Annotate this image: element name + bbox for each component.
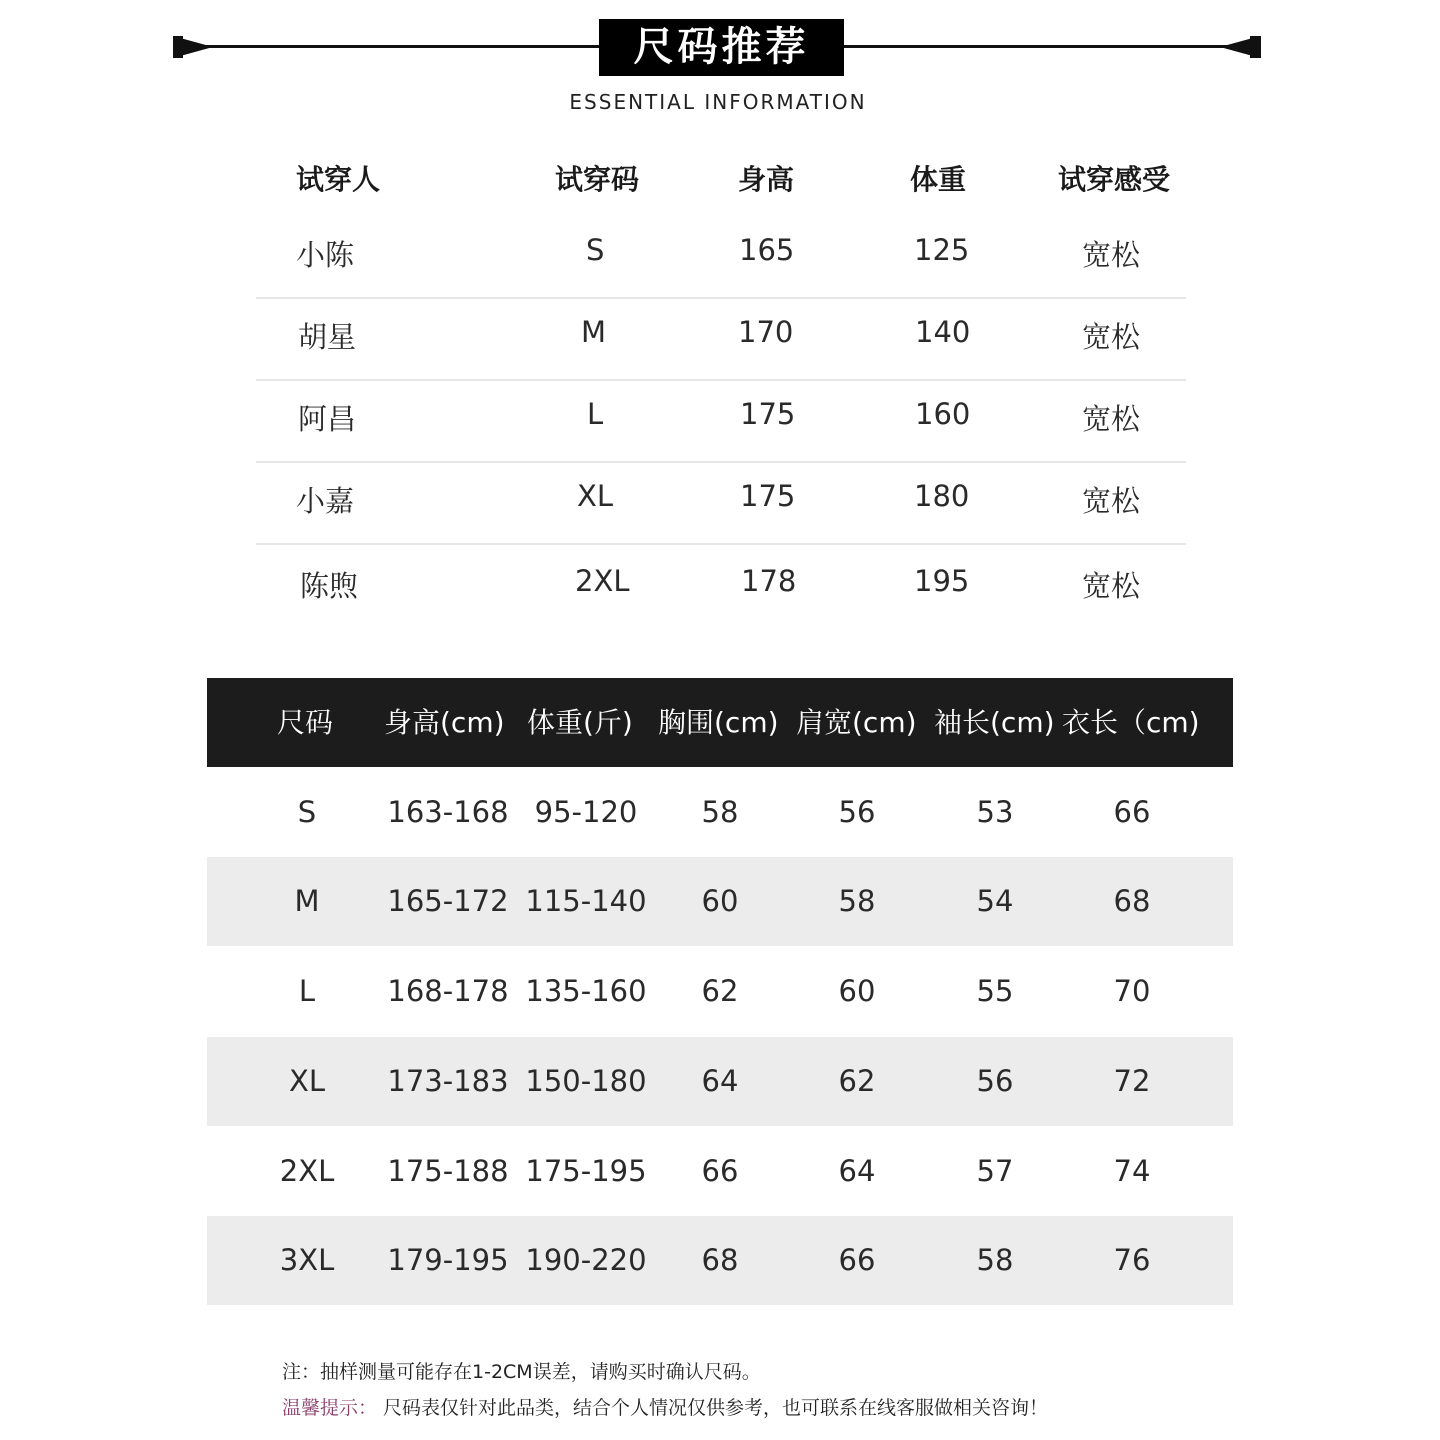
size-cell-chest: 62 (701, 974, 739, 1008)
size-col-sleeve: 袖长(cm) (934, 706, 1055, 739)
size-cell-chest: 66 (701, 1154, 739, 1188)
size-cell-weight: 115-140 (525, 884, 647, 918)
tip-label: 温馨提示： (282, 1397, 378, 1419)
tester-feel: 宽松 (1082, 320, 1141, 354)
tester-row (256, 461, 1186, 545)
size-cell-chest: 64 (701, 1064, 739, 1098)
size-cell-height: 165-172 (387, 884, 509, 918)
size-cell-chest: 60 (701, 884, 739, 918)
size-cell-length: 76 (1113, 1243, 1151, 1277)
tester-row (256, 379, 1186, 463)
size-cell-sleeve: 53 (976, 795, 1014, 829)
size-cell-weight: 190-220 (525, 1243, 647, 1277)
tester-feel: 宽松 (1082, 484, 1141, 518)
measurement-note: 注：抽样测量可能存在1-2CM误差，请购买时确认尺码。 (282, 1361, 761, 1383)
tester-height: 165 (739, 233, 795, 267)
tester-size: L (587, 397, 604, 431)
tester-name: 陈煦 (300, 569, 359, 603)
tester-row (256, 546, 1186, 628)
left-title-line (200, 45, 604, 48)
tester-weight: 180 (914, 479, 970, 513)
tester-size: 2XL (575, 564, 630, 598)
tester-name: 阿昌 (298, 402, 357, 436)
size-row (207, 1127, 1233, 1216)
size-col-height: 身高(cm) (384, 706, 505, 739)
size-cell-length: 70 (1113, 974, 1151, 1008)
size-col-length: 衣长（cm) (1062, 706, 1200, 739)
tester-feel: 宽松 (1082, 569, 1141, 603)
size-col-chest: 胸围(cm) (658, 706, 779, 739)
page-title: 尺码推荐 (599, 19, 844, 76)
tester-col-size: 试穿码 (555, 163, 640, 196)
size-cell-weight: 95-120 (534, 795, 638, 829)
tester-name: 小嘉 (296, 484, 355, 518)
tester-weight: 195 (914, 564, 970, 598)
size-cell-sleeve: 55 (976, 974, 1014, 1008)
size-cell-size: 2XL (279, 1154, 335, 1188)
tester-name: 胡星 (298, 320, 357, 354)
size-cell-size: S (297, 795, 317, 829)
tester-col-weight: 体重 (910, 163, 967, 196)
tester-feel: 宽松 (1082, 238, 1141, 272)
size-cell-shoulder: 66 (838, 1243, 876, 1277)
size-cell-height: 179-195 (387, 1243, 509, 1277)
size-row (207, 857, 1233, 946)
size-cell-size: L (298, 974, 316, 1008)
right-title-line (838, 45, 1236, 48)
tester-height: 170 (738, 315, 794, 349)
size-cell-sleeve: 56 (976, 1064, 1014, 1098)
right-arrow-cap-bar (1250, 36, 1261, 58)
size-row (207, 947, 1233, 1036)
size-cell-chest: 68 (701, 1243, 739, 1277)
page-subtitle: ESSENTIAL INFORMATION (569, 90, 867, 114)
size-cell-size: 3XL (279, 1243, 335, 1277)
tip-note (282, 1393, 1048, 1420)
size-cell-size: XL (288, 1064, 326, 1098)
size-cell-weight: 150-180 (525, 1064, 647, 1098)
size-cell-weight: 175-195 (525, 1154, 647, 1188)
size-cell-shoulder: 60 (838, 974, 876, 1008)
tester-weight: 125 (914, 233, 970, 267)
size-chart-header (207, 678, 1233, 767)
size-cell-length: 66 (1113, 795, 1151, 829)
tester-size: S (586, 233, 605, 267)
size-cell-shoulder: 62 (838, 1064, 876, 1098)
tester-name: 小陈 (296, 238, 355, 272)
size-cell-height: 173-183 (387, 1064, 509, 1098)
tester-height: 175 (740, 479, 796, 513)
tester-height: 178 (741, 564, 797, 598)
tester-row (256, 215, 1186, 299)
size-col-weight: 体重(斤) (527, 706, 633, 739)
size-cell-shoulder: 56 (838, 795, 876, 829)
size-col-size: 尺码 (277, 706, 334, 739)
size-cell-length: 68 (1113, 884, 1151, 918)
tip-text: 尺码表仅针对此品类，结合个人情况仅供参考，也可联系在线客服做相关咨询！ (377, 1397, 1049, 1419)
tester-weight: 140 (915, 315, 971, 349)
size-cell-sleeve: 57 (976, 1154, 1014, 1188)
size-cell-weight: 135-160 (525, 974, 647, 1008)
size-cell-sleeve: 58 (976, 1243, 1014, 1277)
tester-height: 175 (740, 397, 796, 431)
size-cell-height: 175-188 (387, 1154, 509, 1188)
size-row (207, 768, 1233, 857)
size-cell-height: 163-168 (387, 795, 509, 829)
size-cell-chest: 58 (701, 795, 739, 829)
size-cell-size: M (294, 884, 320, 918)
tester-col-height: 身高 (738, 163, 795, 196)
size-row (207, 1037, 1233, 1126)
tester-col-feel: 试穿感受 (1058, 163, 1171, 196)
tester-size: XL (577, 479, 614, 513)
size-col-shoulder: 肩宽(cm) (796, 706, 917, 739)
size-cell-sleeve: 54 (976, 884, 1014, 918)
tester-row (256, 297, 1186, 381)
tester-col-name: 试穿人 (296, 163, 381, 196)
size-row (207, 1216, 1233, 1305)
tester-weight: 160 (915, 397, 971, 431)
size-cell-shoulder: 58 (838, 884, 876, 918)
tester-feel: 宽松 (1082, 402, 1141, 436)
size-cell-height: 168-178 (387, 974, 509, 1008)
tester-size: M (581, 315, 607, 349)
size-cell-length: 74 (1113, 1154, 1151, 1188)
size-cell-shoulder: 64 (838, 1154, 876, 1188)
size-cell-length: 72 (1113, 1064, 1151, 1098)
